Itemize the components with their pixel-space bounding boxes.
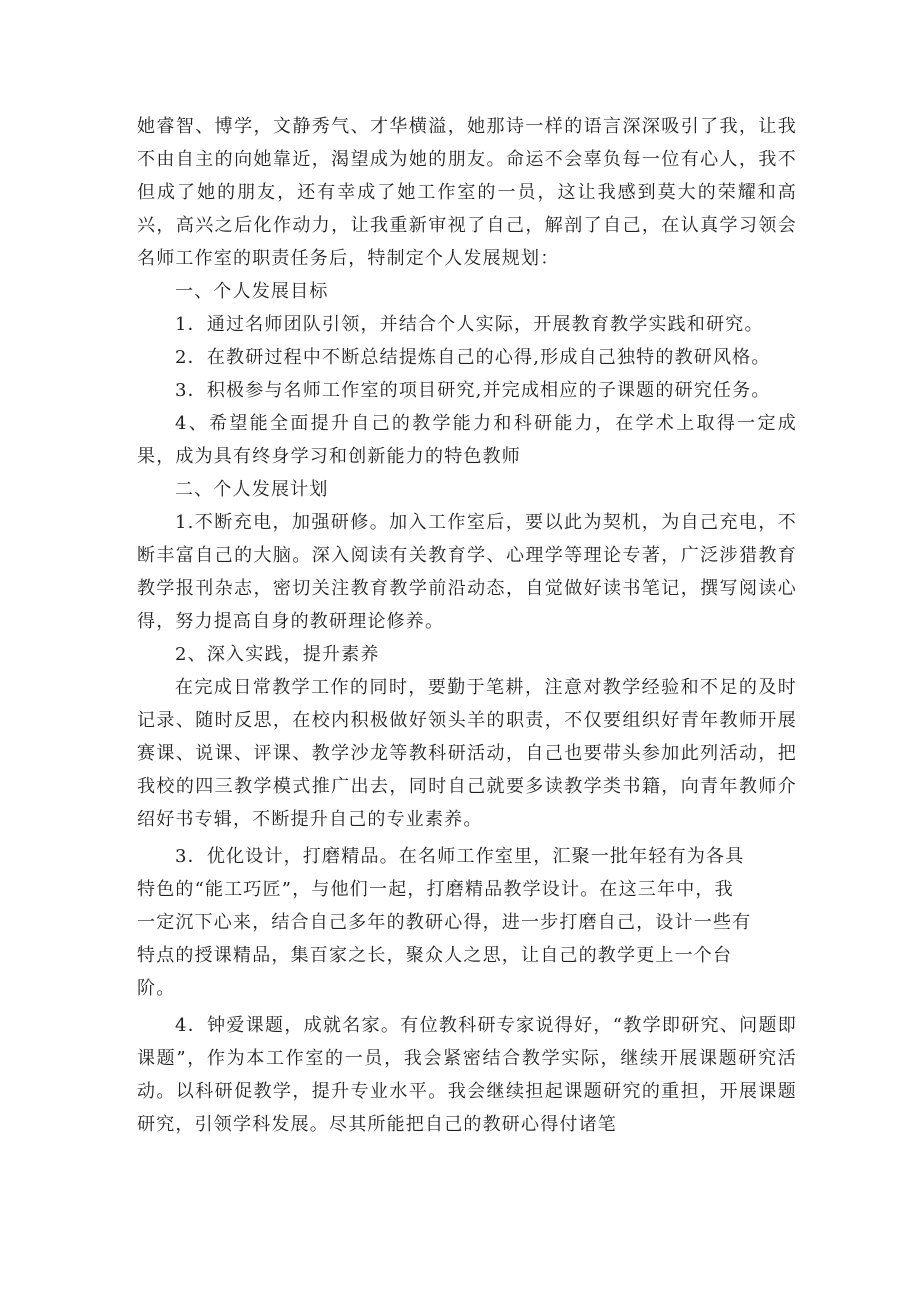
section-heading-goals: 一、个人发展目标 [175, 281, 329, 302]
plan-item-2-body: 在完成日常教学工作的同时，要勤于笔耕，注意对教学经验和不足的及时记录、随时反思，在校内积极做好领头羊的职责，不仅要组织好青年教师开展赛课、说课、评课、教学沙龙等教科研活动，自己也要带头参加此列活动，把我校的四三教学模式推广出去，同时自己就要多读教学类书籍，向青年教师介绍好书专辑，不断提升自己的专业素养。 [137, 677, 797, 830]
goal-item-2: 2．在教研过程中不断总结提炼自己的心得,形成自己独特的教研风格。 [175, 347, 771, 368]
plan-item-4: 4．钟爱课题，成就名家。有位教科研专家说得好，“教学即研究、问题即课题”，作为本工作室的一员，我会紧密结合教学实际，继续开展课题研究活动。以科研促教学，提升专业水平。我会继续担起课题研究的重担，开展课题研究，引领学科发展。尽其所能把自己的教研心得付诸笔 [137, 1015, 797, 1135]
plan-item-1: 1.不断充电，加强研修。加入工作室后，要以此为契机，为自己充电，不断丰富自己的大脑。深入阅读有关教育学、心理学等理论专著，广泛涉猎教育教学报刊杂志，密切关注教育教学前沿动态，自觉做好读书笔记，撰写阅读心得，努力提高自身的教研理论修养。 [137, 512, 797, 632]
plan-item-3-line: 阶。 [137, 978, 176, 999]
goal-item-3: 3．积极参与名师工作室的项目研究,并完成相应的子课题的研究任务。 [175, 380, 771, 401]
plan-item-3-line: 特色的“能工巧匠”，与他们一起，打磨精品教学设计。在这三年中，我 [137, 879, 734, 900]
plan-item-3 [137, 840, 797, 1005]
plan-item-3-line: 特点的授课精品，集百家之长，聚众人之思，让自己的教学更上一个台 [137, 945, 733, 966]
plan-item-3-line: 3．优化设计，打磨精品。在名师工作室里，汇聚一批年轻有为各具 [175, 846, 745, 867]
plan-item-3-line: 一定沉下心来，结合自己多年的教研心得，进一步打磨自己，设计一些有 [137, 912, 752, 933]
plan-item-2-title: 2、深入实践，提升素养 [175, 644, 380, 665]
intro-paragraph: 她睿智、博学，文静秀气、才华横溢，她那诗一样的语言深深吸引了我，让我不由自主的向她靠近，渴望成为她的朋友。命运不会辜负每一位有心人，我不但成了她的朋友，还有幸成了她工作室的一员，这让我感到莫大的荣耀和高兴，高兴之后化作动力，让我重新审视了自己，解剖了自己，在认真学习领会名师工作室的职责任务后，特制定个人发展规划： [137, 116, 797, 269]
section-heading-plan: 二、个人发展计划 [175, 479, 329, 500]
goal-item-1: 1．通过名师团队引领，并结合个人实际，开展教育教学实践和研究。 [175, 314, 764, 335]
document-body [137, 110, 797, 1141]
goal-item-4: 4、希望能全面提升自己的教学能力和科研能力，在学术上取得一定成果，成为具有终身学习和创新能力的特色教师 [137, 413, 797, 467]
